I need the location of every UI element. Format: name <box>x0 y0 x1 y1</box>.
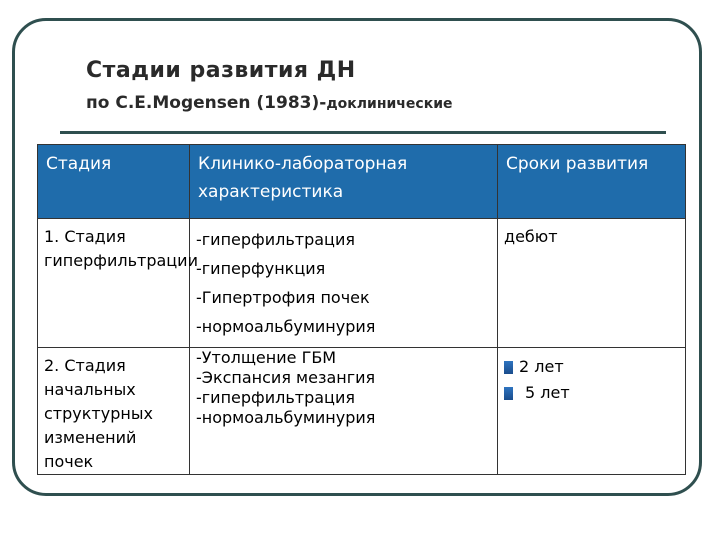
stage-cell <box>38 219 198 348</box>
header-cell-characteristics: Клинико-лабораторная характеристика <box>190 145 498 219</box>
characteristics-cell <box>190 348 498 475</box>
term-value: 2 лет <box>519 357 564 376</box>
title-divider <box>60 131 666 134</box>
table-row <box>38 219 686 348</box>
term-value: дебют <box>504 227 558 246</box>
stage-cell <box>38 348 190 475</box>
header-cell-terms: Сроки развития <box>498 145 686 219</box>
table-header-row <box>38 145 686 219</box>
characteristic-item: -Экспансия мезангия <box>196 368 376 387</box>
characteristic-item: -гиперфильтрация <box>196 230 355 249</box>
square-bullet-icon <box>504 387 513 400</box>
term-item <box>504 380 679 406</box>
characteristic-item: -нормоальбуминурия <box>196 408 376 427</box>
characteristic-item: -Гипертрофия почек <box>196 288 370 307</box>
stage-name: 1. Стадия гиперфильтрации <box>44 227 198 270</box>
stage-name: 2. Стадия начальных структурных изменений почек <box>44 356 153 471</box>
terms-cell <box>498 348 686 475</box>
terms-cell <box>498 219 686 348</box>
subtitle-main: по C.E.Mogensen (1983)- <box>86 93 327 113</box>
characteristic-item: -гиперфильтрация <box>196 388 355 407</box>
slide-subtitle <box>86 93 453 113</box>
header-cell-stage: Стадия <box>38 145 190 219</box>
characteristics-cell <box>190 219 498 348</box>
characteristic-item: -Утолщение ГБМ <box>196 348 337 367</box>
characteristic-item: -нормоальбуминурия <box>196 317 376 336</box>
square-bullet-icon <box>504 361 513 374</box>
slide-title: Стадии развития ДН <box>86 58 356 83</box>
term-value: 5 лет <box>525 383 570 402</box>
subtitle-tail: доклинические <box>326 96 453 112</box>
table-row <box>38 348 686 475</box>
term-item <box>504 354 679 380</box>
stages-table <box>37 144 686 475</box>
characteristic-item: -гиперфункция <box>196 259 326 278</box>
